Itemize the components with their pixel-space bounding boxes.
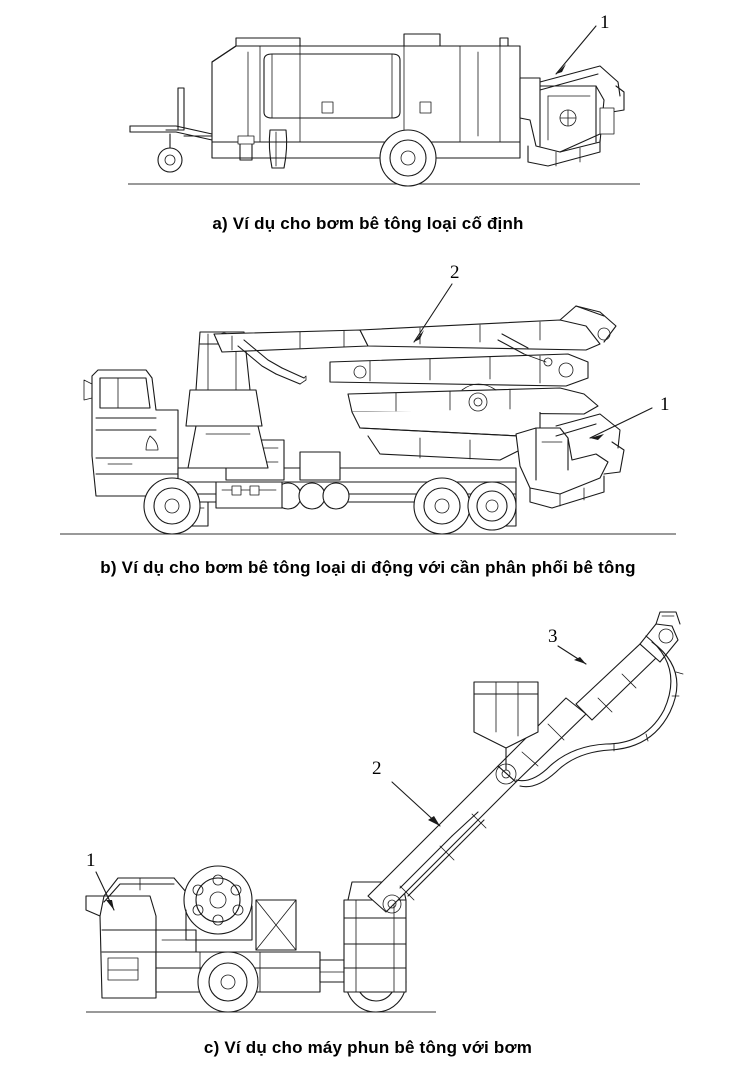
caption-b: b) Ví dụ cho bơm bê tông loại di động với cần phân phối bê tông: [100, 558, 636, 577]
callout-b-2: 2: [450, 262, 460, 283]
callout-c-1: 1: [86, 850, 96, 871]
callout-b-1: 1: [660, 394, 670, 415]
figure-a-drawing: [0, 0, 736, 210]
caption-c: c) Ví dụ cho máy phun bê tông với bơm: [203, 1038, 533, 1057]
caption-a: a) Ví dụ cho bơm bê tông loại cố định: [212, 214, 524, 233]
callout-a-1: 1: [600, 12, 610, 33]
figure-c-drawing: [0, 600, 736, 1030]
callout-c-2: 2: [372, 758, 382, 779]
callout-c-3: 3: [548, 626, 558, 647]
figure-b-drawing: [0, 250, 736, 550]
